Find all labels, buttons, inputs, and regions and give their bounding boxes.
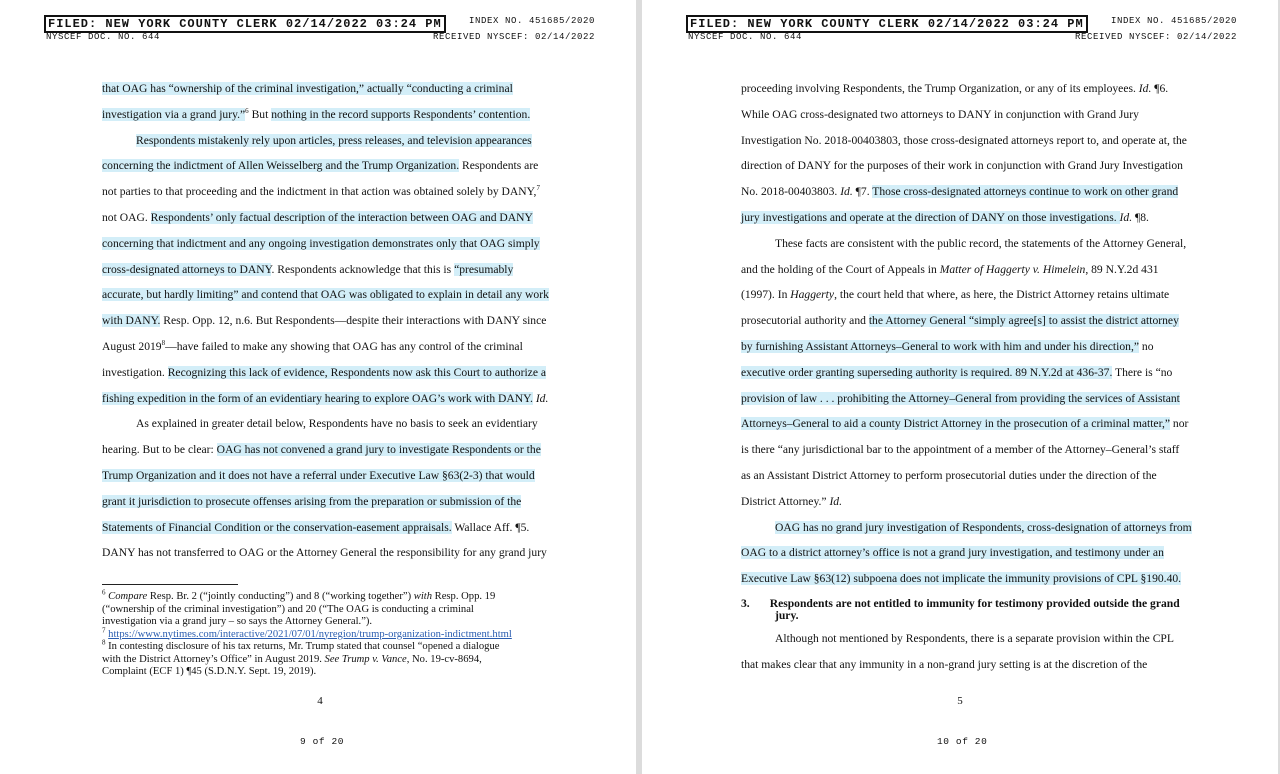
footnote-line: with the District Attorney’s Office” in August 2019. See Trump v. Vance, No. 19-cv-8694,	[102, 653, 482, 665]
document-page-right	[642, 0, 1278, 774]
received-date: RECEIVED NYSCEF: 02/14/2022	[1074, 32, 1237, 42]
text-line: Although not mentioned by Respondents, there is a separate provision within the CPL	[775, 632, 1174, 645]
text-line: concerning that indictment and any ongoing investigation demonstrates only that OAG simply	[102, 236, 540, 250]
text-line: hearing. But to be clear: OAG has not convened a grand jury to investigate Respondents or the	[102, 443, 541, 457]
footnote-7: $^7$ https://www.nytimes.com/interactive/2021/07/01/nyregion/trump-organization-indictment.html	[102, 625, 512, 640]
text-line: concerning the indictment of Allen Weisselberg and the Trump Organization. Respondents are	[102, 159, 539, 173]
filed-stamp: FILED: NEW YORK COUNTY CLERK 02/14/2022 03:24 PM	[686, 15, 1088, 33]
page-number: 5	[957, 695, 963, 707]
document-page-left	[0, 0, 636, 774]
text-line: direction of DANY for the purposes of their work in conjunction with Grand Jury Investigation	[741, 159, 1183, 173]
received-date: RECEIVED NYSCEF: 02/14/2022	[432, 32, 595, 42]
text-line: fishing expedition in the form of an evidentiary hearing to explore OAG’s work with DANY. Id.	[102, 391, 549, 405]
text-line: is there “any jurisdictional bar to the appointment of a member of the Attorney–General’s staff	[741, 443, 1180, 457]
footnote-divider	[102, 584, 238, 585]
text-line: No. 2018-00403803. Id. ¶7. Those cross-designated attorneys continue to work on other grand	[741, 185, 1179, 199]
text-line: While OAG cross-designated two attorneys to DANY in conjunction with Grand Jury	[741, 107, 1139, 121]
text-line: proceeding involving Respondents, the Trump Organization, or any of its employees. Id. ¶6.	[741, 82, 1169, 95]
text-line: provision of law . . . prohibiting the Attorney–General from providing the services of Assistant	[741, 391, 1180, 405]
section-heading-cont: jury.	[775, 609, 799, 622]
text-line: executive order granting superseding authority is required. 89 N.Y.2d at 436-37. There is “no	[741, 365, 1173, 379]
text-line: accurate, but hardly limiting” and contend that OAG was obligated to explain in detail any work	[102, 288, 549, 302]
footnote-6: $^6$ Compare Resp. Br. 2 (“jointly conducting”) and 8 (“working together”) with Resp. Opp. 19	[102, 588, 496, 602]
text-line: with DANY. Resp. Opp. 12, n.6. But Respondents—despite their interactions with DANY since	[102, 314, 547, 328]
text-line: Statements of Financial Condition or the conservation-easement appraisals. Wallace Aff. ¶5.	[102, 520, 530, 534]
text-line: that OAG has “ownership of the criminal investigation,” actually “conducting a criminal	[102, 82, 513, 95]
filed-stamp: FILED: NEW YORK COUNTY CLERK 02/14/2022 03:24 PM	[44, 15, 446, 33]
text-line: Trump Organization and it does not have a referral under Executive Law §63(2-3) that would	[102, 469, 535, 482]
nyscef-doc-number: NYSCEF DOC. NO. 644	[46, 32, 161, 42]
text-line: These facts are consistent with the public record, the statements of the Attorney General,	[775, 236, 1187, 250]
footnote-line: (“ownership of the criminal investigation”) and 20 (“The OAG is conducting a criminal	[102, 603, 474, 615]
text-line: jury investigations and operate at the direction of DANY on those investigations. Id. ¶8.	[741, 211, 1149, 224]
text-line: that makes clear that any immunity in a non-grand jury setting is at the discretion of the	[741, 658, 1148, 671]
footnote-link[interactable]: https://www.nytimes.com/interactive/2021/07/01/nyregion/trump-organization-indictment.html	[108, 628, 512, 640]
text-line: District Attorney.” Id.	[741, 494, 842, 508]
text-line: August 2019$^8$—have failed to make any showing that OAG has any control of the criminal	[102, 339, 523, 353]
text-line: cross-designated attorneys to DANY. Respondents acknowledge that this is “presumably	[102, 262, 514, 276]
text-line: investigation. Recognizing this lack of evidence, Respondents now ask this Court to authorize a	[102, 365, 547, 379]
text-line: not parties to that proceeding and the indictment in that action was obtained solely by DANY,$^7$	[102, 184, 540, 199]
footnote-8: $^8$ In contesting disclosure of his tax returns, Mr. Trump stated that counsel “opened a dialogue	[102, 638, 500, 652]
text-line: by furnishing Assistant Attorneys–General to work with him and under his direction,” no	[741, 340, 1154, 353]
index-number: INDEX NO. 451685/2020	[468, 16, 595, 26]
section-heading: 3. Respondents are not entitled to immunity for testimony provided outside the grand	[741, 597, 1180, 610]
text-line: DANY has not transferred to OAG or the Attorney General the responsibility for any grand jury	[102, 546, 547, 560]
text-line: OAG has no grand jury investigation of Respondents, cross-designation of attorneys from	[775, 520, 1192, 534]
text-line: Respondents mistakenly rely upon articles, press releases, and television appearances	[136, 133, 532, 147]
text-line: as an Assistant District Attorney to perform prosecutorial duties under the direction of the	[741, 469, 1157, 482]
page-of-count: 10 of 20	[937, 736, 988, 747]
nyscef-doc-number: NYSCEF DOC. NO. 644	[688, 32, 803, 42]
text-line: grant it jurisdiction to prosecute offenses arising from the preparation or submission of the	[102, 494, 522, 508]
index-number: INDEX NO. 451685/2020	[1110, 16, 1237, 26]
page-of-count: 9 of 20	[300, 736, 345, 747]
text-line: As explained in greater detail below, Respondents have no basis to seek an evidentiary	[136, 417, 538, 431]
text-line: Executive Law §63(12) subpoena does not implicate the immunity provisions of CPL §190.40.	[741, 572, 1182, 586]
footnote-line: investigation via a grand jury – so says the Attorney General.”).	[102, 616, 373, 627]
text-line: Investigation No. 2018-00403803, those cross-designated attorneys report to, and operate at, the	[741, 133, 1187, 147]
text-line: OAG to a district attorney’s office is not a grand jury investigation, and testimony under an	[741, 546, 1164, 560]
text-line: Attorneys–General to aid a county District Attorney in the prosecution of a criminal matter,” nor	[741, 417, 1189, 431]
text-line: investigation via a grand jury.”$^6$ But nothing in the record supports Respondents’ contention.	[102, 106, 531, 121]
text-line: and the holding of the Court of Appeals in Matter of Haggerty v. Himelein, 89 N.Y.2d 431	[741, 262, 1159, 276]
footnote-line: Complaint (ECF 1) ¶45 (S.D.N.Y. Sept. 19, 2019).	[102, 666, 317, 677]
text-line: not OAG. Respondents’ only factual description of the interaction between OAG and DANY	[102, 211, 533, 224]
text-line: prosecutorial authority and the Attorney General “simply agree[s] to assist the district attorney	[741, 314, 1179, 328]
page-number: 4	[317, 695, 323, 707]
text-line: (1997). In Haggerty, the court held that where, as here, the District Attorney retains ultimate	[741, 288, 1170, 302]
